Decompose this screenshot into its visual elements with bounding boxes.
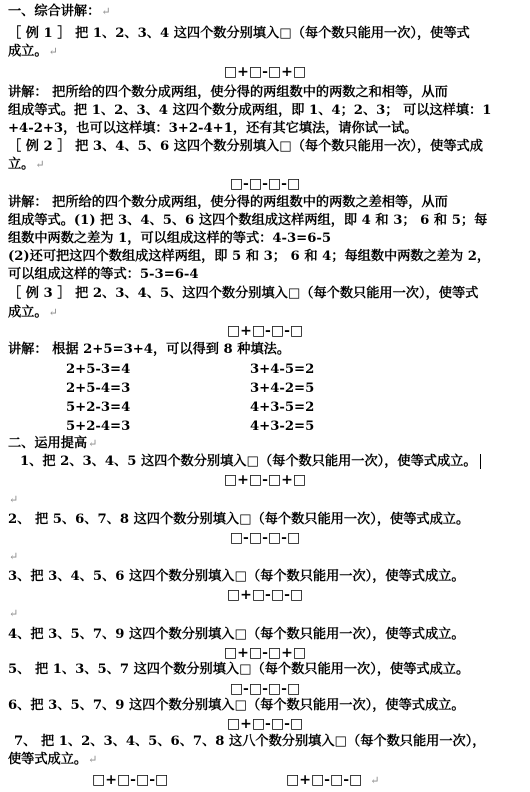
- example-1-formula: □+□-□+□: [223, 64, 307, 80]
- section-heading-text: 二、运用提高: [8, 436, 88, 451]
- example-2-line-2: [8, 157, 45, 173]
- problem-6-formula: □+□-□-□: [226, 716, 304, 732]
- example-1-explanation-3: +4-2+3，也可以这样填：3+2-4+1，还有其它填法，请你试一试。: [8, 121, 418, 136]
- example-3-line-2: [8, 305, 58, 321]
- problem-4-formula: □+□-□+□: [223, 645, 307, 661]
- example-2-explanation-5: 可以组成这样的等式：5-3=6-4: [8, 267, 199, 282]
- example-3-explanation: 讲解： 根据 2+5=3+4，可以得到 8 种填法。: [8, 342, 291, 357]
- example-3-line-1: ［ 例 3 ］ 把 2、3、4、5、这四个数分别填入□（每个数只能用一次），使等式: [8, 286, 479, 301]
- problem-7-formula-b: [286, 772, 379, 789]
- paragraph-mark-icon: ↵: [101, 5, 111, 18]
- problem-4-text: 4、把 3、5、7、9 这四个数分别填入□（每个数只能用一次），使等式成立。: [8, 627, 465, 642]
- answer-left-2: 2+5-4=3: [66, 381, 131, 396]
- problem-1-text: [20, 454, 481, 470]
- problem-7-text: 7、 把 1、2、3、4、5、6、7、8 这八个数分别填入□（每个数只能用一次），: [14, 734, 486, 749]
- example-1-explanation-2: 组成等式。把 1、2、3、4 这四个数分成两组，即 1、4；2、3； 可以这样填：1: [8, 103, 492, 118]
- paragraph-mark-icon: ↵: [9, 607, 19, 620]
- example-1-line-2-text: 成立。: [8, 44, 48, 59]
- problem-1-formula: □+□-□+□: [223, 472, 307, 488]
- problem-2-formula: □-□-□-□: [229, 530, 301, 546]
- answer-right-3: 4+3-5=2: [250, 400, 315, 415]
- example-1-line-1: ［ 例 1 ］ 把 1、2、3、4 这四个数分别填入□（每个数只能用一次），使等式: [8, 26, 470, 41]
- answer-left-3: 5+2-3=4: [66, 400, 131, 415]
- problem-1-text-content: 1、把 2、3、4、5 这四个数分别填入□（每个数只能用一次），使等式成立。: [20, 454, 477, 469]
- problem-7-formula-b-text: □+□-□-□: [286, 772, 363, 788]
- paragraph-mark-icon: ↵: [370, 774, 380, 787]
- paragraph-mark-icon: ↵: [35, 158, 45, 171]
- paragraph-mark-icon: ↵: [48, 306, 58, 319]
- example-2-formula: □-□-□-□: [229, 176, 301, 192]
- problem-3-formula: □+□-□-□: [226, 587, 304, 603]
- answer-right-2: 3+4-2=5: [250, 381, 315, 396]
- example-2-explanation-1: 讲解： 把所给的四个数分成两组，使分得的两组数中的两数之差相等，从而: [8, 195, 448, 210]
- paragraph-mark-icon: ↵: [9, 493, 19, 506]
- example-3-formula: □+□-□-□: [226, 323, 304, 339]
- answer-right-1: 3+4-5=2: [250, 362, 315, 377]
- paragraph-mark-icon: ↵: [88, 753, 98, 766]
- example-2-line-1: ［ 例 2 ］ 把 3、4、5、6 这四个数分别填入□（每个数只能用一次），使等式成: [8, 139, 483, 154]
- answer-left-1: 2+5-3=4: [66, 362, 131, 377]
- empty-paragraph: [8, 549, 18, 565]
- example-1-line-2: [8, 44, 58, 60]
- answer-right-4: 4+3-2=5: [250, 419, 315, 434]
- section-heading-2: [8, 436, 97, 452]
- problem-6-text: 6、把 3、5、7、9 这四个数分别填入□（每个数只能用一次），使等式成立。: [8, 698, 465, 713]
- example-1-explanation-1: 讲解： 把所给的四个数分成两组，使分得的两组数中的两数之和相等，从而: [8, 85, 448, 100]
- example-3-line-2-text: 成立。: [8, 305, 48, 320]
- example-2-line-2-text: 立。: [8, 157, 35, 172]
- paragraph-mark-icon: ↵: [88, 437, 98, 450]
- problem-7-text-2-content: 使等式成立。: [8, 752, 88, 767]
- section-heading-text: 一、综合讲解：: [8, 4, 101, 19]
- paragraph-mark-icon: ↵: [48, 45, 58, 58]
- problem-3-text: 3、把 3、4、5、6 这四个数分别填入□（每个数只能用一次），使等式成立。: [8, 569, 465, 584]
- example-2-explanation-2: 组成等式。(1) 把 3、4、5、6 这四个数组成这样两组，即 4 和 3； 6 和 5；每: [8, 213, 488, 228]
- example-2-explanation-3: 组数中两数之差为 1，可以组成这样的等式：4-3=6-5: [8, 231, 332, 246]
- example-2-explanation-4: (2)还可把这四个数组成这样两组，即 5 和 3； 6 和 4；每组数中两数之差为 2，: [8, 249, 491, 264]
- problem-7-text-2: [8, 752, 97, 768]
- problem-5-text: 5、 把 1、3、5、7 这四个数分别填入□（每个数只能用一次），使等式成立。: [8, 662, 470, 677]
- empty-paragraph: [8, 492, 18, 508]
- empty-paragraph: [8, 606, 18, 622]
- problem-2-text: 2、 把 5、6、7、8 这四个数分别填入□（每个数只能用一次），使等式成立。: [8, 512, 470, 527]
- section-heading-1: [8, 4, 111, 20]
- paragraph-mark-icon: ↵: [9, 550, 19, 563]
- text-cursor-icon: [480, 454, 481, 469]
- problem-7-formula-a: □+□-□-□: [92, 772, 169, 788]
- problem-5-formula: □-□-□-□: [229, 681, 301, 697]
- answer-left-4: 5+2-4=3: [66, 419, 131, 434]
